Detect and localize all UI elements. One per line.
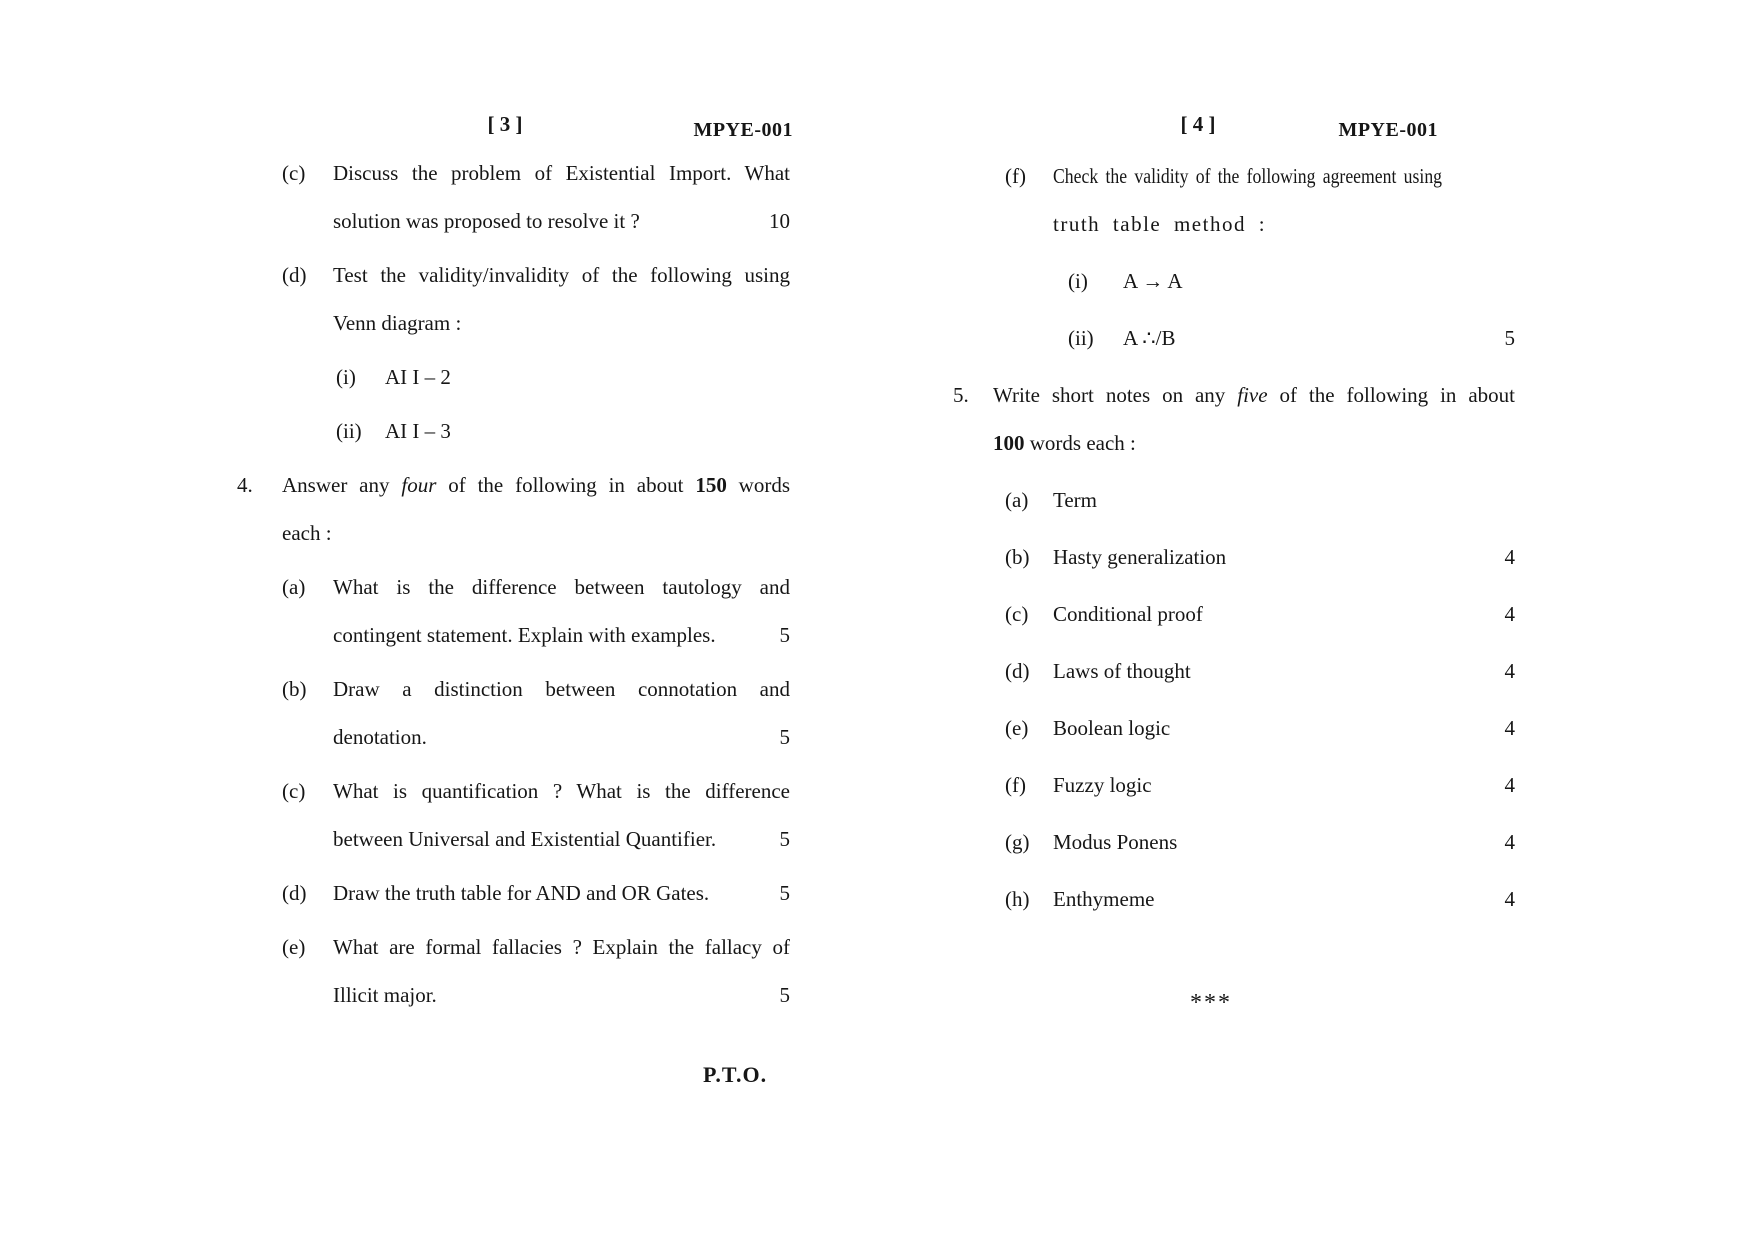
marks-value: 5 [1504, 325, 1515, 350]
marks-value: 5 [779, 880, 790, 905]
item-text [1053, 545, 1495, 570]
text-segment: of the following in about [436, 472, 696, 497]
question-item [953, 875, 1515, 923]
text-segment: Fuzzy logic [1053, 772, 1152, 797]
item-text [993, 431, 1515, 456]
question-line [1005, 761, 1515, 809]
text-segment: Term [1053, 487, 1098, 512]
item-label: (c) [1005, 601, 1029, 626]
text-segment: Boolean logic [1053, 715, 1171, 740]
item-text [1053, 716, 1495, 741]
item-label: (i) [1068, 268, 1088, 293]
question-item [953, 704, 1515, 752]
text-segment: words [726, 472, 790, 497]
marks-value: 5 [779, 724, 790, 749]
question-item [953, 761, 1515, 809]
item-label: (e) [1005, 715, 1029, 740]
question-item [953, 818, 1515, 866]
marks-value: 4 [1504, 601, 1515, 626]
text-segment: Draw a distinction between connotation and [333, 676, 790, 701]
text-segment: five [1237, 382, 1268, 407]
text-segment: A → A [1123, 268, 1183, 293]
item-text [1053, 164, 1442, 189]
marks-value: 4 [1504, 715, 1515, 740]
text-segment: AI I – 3 [385, 418, 451, 443]
item-text [1053, 212, 1515, 237]
text-segment: Check the validity of the following agreement using [1053, 163, 1443, 188]
item-text [1123, 269, 1515, 294]
page-number: [ 4 ] [1180, 112, 1216, 136]
marks-value: 5 [779, 622, 790, 647]
item-label: (d) [282, 880, 307, 905]
text-segment: Discuss the problem of Existential Import. What [333, 160, 790, 185]
item-label: (ii) [1068, 325, 1094, 350]
text-segment: 150 [695, 472, 727, 497]
item-label: (h) [1005, 886, 1030, 911]
text-segment: Conditional proof [1053, 601, 1203, 626]
item-text [1053, 488, 1515, 513]
text-segment: What is the difference between tautology and [333, 574, 790, 599]
question-line [1005, 200, 1515, 248]
text-segment: four [401, 472, 437, 497]
item-label: (d) [282, 262, 307, 287]
item-text [1053, 659, 1495, 684]
question-list [953, 152, 1515, 923]
text-segment: Draw the truth table for AND and OR Gates. [333, 880, 710, 905]
marks-value: 4 [1504, 772, 1515, 797]
item-label: (ii) [336, 418, 362, 443]
item-text [1053, 830, 1495, 855]
item-label: (a) [282, 574, 306, 599]
text-segment: Laws of thought [1053, 658, 1191, 683]
item-text [1053, 887, 1495, 912]
text-segment: contingent statement. Explain with examples. [333, 622, 716, 647]
question-item [953, 314, 1515, 362]
text-segment: words each : [1024, 430, 1136, 455]
pto-label: P.T.O. [703, 1062, 768, 1087]
text-segment: Test the validity/invalidity of the following using [333, 262, 790, 287]
item-label: (c) [282, 160, 306, 185]
text-segment: Illicit major. [333, 982, 437, 1007]
item-label: (d) [1005, 658, 1030, 683]
question-line [1005, 875, 1515, 923]
question-line [953, 419, 1515, 467]
text-segment: of the following in about [1267, 382, 1515, 407]
end-marker: *** [1190, 990, 1232, 1016]
item-label: 4. [237, 472, 253, 497]
marks-value: 4 [1504, 829, 1515, 854]
text-segment: Modus Ponens [1053, 829, 1178, 854]
marks-value: 4 [1504, 544, 1515, 569]
text-segment: truth table method : [1053, 211, 1267, 236]
question-line [953, 371, 1515, 419]
text-segment: each : [282, 520, 332, 545]
question-line [1068, 257, 1515, 305]
text-segment: What are formal fallacies ? Explain the fallacy of [333, 934, 790, 959]
marks-value: 5 [779, 982, 790, 1007]
text-segment: Venn diagram : [333, 310, 462, 335]
question-line [1005, 647, 1515, 695]
question-line [1005, 476, 1515, 524]
marks-value: 10 [769, 208, 790, 233]
marks-value: 4 [1504, 886, 1515, 911]
question-item [953, 533, 1515, 581]
marks-value: 5 [779, 826, 790, 851]
text-segment: 100 [993, 430, 1025, 455]
item-label: (f) [1005, 163, 1026, 188]
course-code: MPYE-001 [1338, 119, 1438, 141]
question-item [953, 647, 1515, 695]
question-item [953, 590, 1515, 638]
text-segment: denotation. [333, 724, 427, 749]
item-text [993, 383, 1515, 408]
text-segment: Answer any [282, 472, 402, 497]
item-label: (f) [1005, 772, 1026, 797]
text-segment: A ∴/B [1123, 325, 1176, 350]
text-segment: Hasty generalization [1053, 544, 1227, 569]
question-item [953, 476, 1515, 524]
course-code: MPYE-001 [693, 119, 793, 141]
item-text [1053, 602, 1495, 627]
item-label: (b) [282, 676, 307, 701]
page-number: [ 3 ] [487, 112, 523, 136]
item-text [1123, 326, 1495, 351]
text-segment: solution was proposed to resolve it ? [333, 208, 640, 233]
text-segment: Enthymeme [1053, 886, 1155, 911]
item-text [1053, 773, 1495, 798]
marks-value: 4 [1504, 658, 1515, 683]
item-label: (a) [1005, 487, 1029, 512]
item-label: (g) [1005, 829, 1030, 854]
item-label: (b) [1005, 544, 1030, 569]
text-segment: between Universal and Existential Quantifier. [333, 826, 717, 851]
item-label: (i) [336, 364, 356, 389]
text-segment: AI I – 2 [385, 364, 451, 389]
item-label: 5. [953, 382, 969, 407]
text-segment: Write short notes on any [993, 382, 1238, 407]
item-label: (c) [282, 778, 306, 803]
question-line [1005, 533, 1515, 581]
question-item [953, 152, 1515, 248]
question-line [1005, 704, 1515, 752]
item-label: (e) [282, 934, 306, 959]
question-line [1005, 152, 1515, 200]
question-line [1005, 590, 1515, 638]
question-line [1068, 314, 1515, 362]
question-item [953, 257, 1515, 305]
question-item [953, 371, 1515, 467]
text-segment: What is quantification ? What is the difference [333, 778, 790, 803]
question-line [1005, 818, 1515, 866]
